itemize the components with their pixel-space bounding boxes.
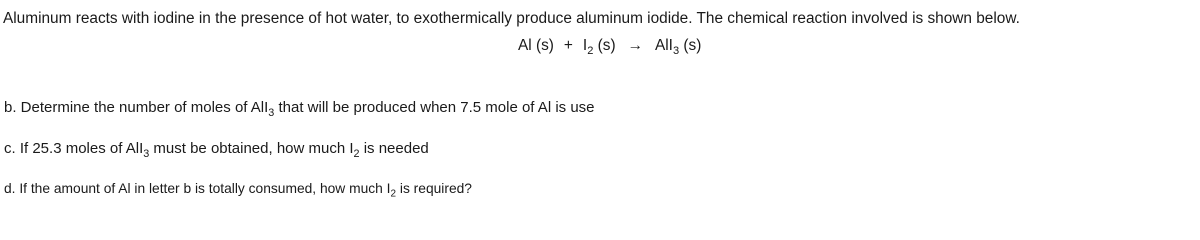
reactant-aluminum: Al (s) [518,37,554,54]
reactant-iodine: $I_2$ (s) [582,37,616,57]
plus-sign: + [563,37,573,54]
question-b: b. Determine the number of moles of AlI$_3$ that will be produced when 7.5 mole of Al is use [4,99,595,119]
reaction-arrow: → [627,37,643,54]
product-aluminum-iodide: AlI$_3$ (s) [655,37,702,57]
chemical-equation [518,37,701,55]
question-c: c. If 25.3 moles of AlI$_3$ must be obtained, how much $I_2$ is needed [4,140,429,160]
question-d: d. If the amount of Al in letter b is totally consumed, how much $I_2$ is required? [4,181,472,200]
problem-intro: Aluminum reacts with iodine in the presence of hot water, to exothermically produce aluminum iodide. The chemical reaction involved is shown below. [3,10,1020,27]
